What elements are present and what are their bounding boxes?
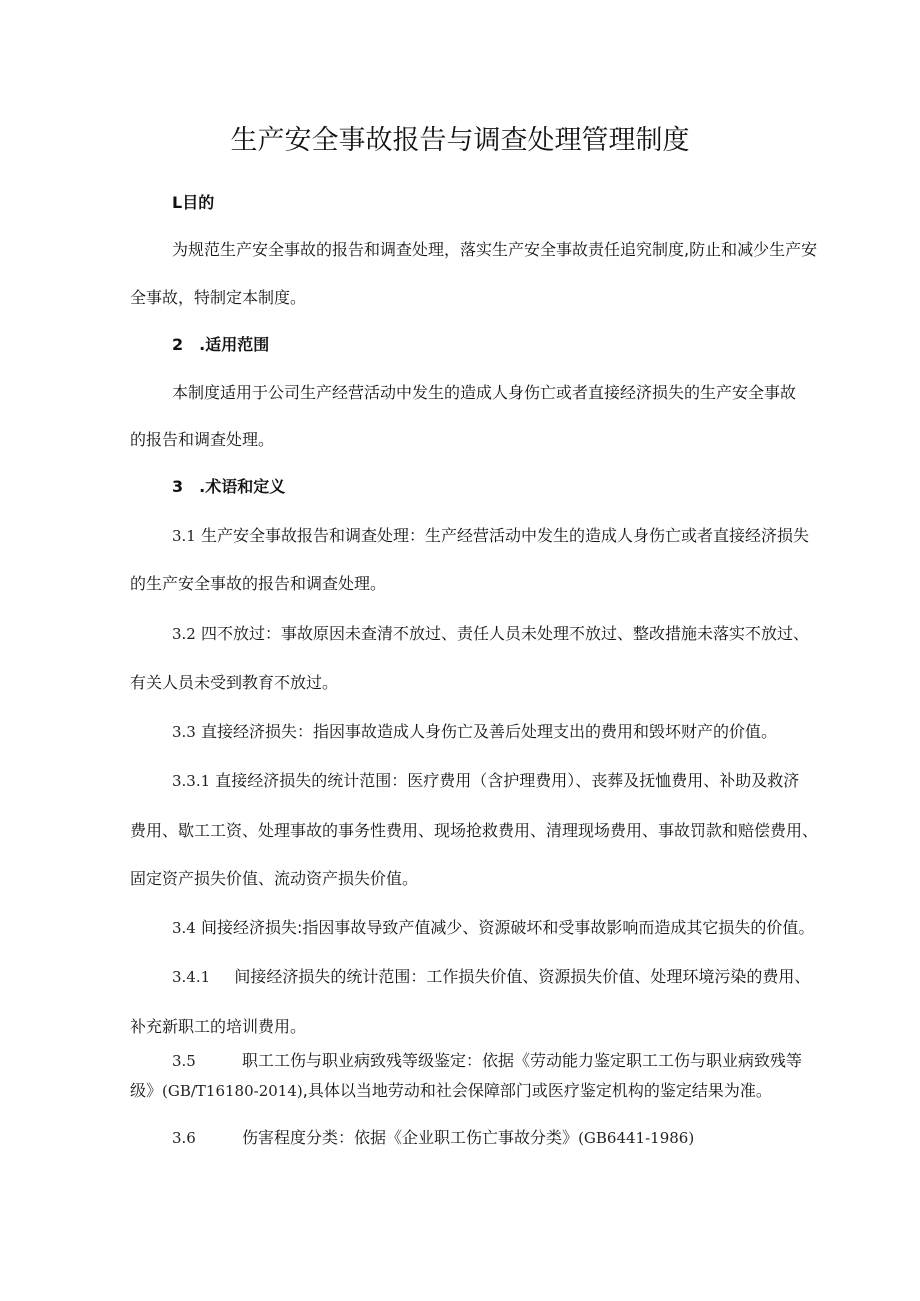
section-1-heading: L目的 — [172, 193, 215, 212]
clause-3-3-1-number: 3.3.1 — [172, 772, 211, 790]
section-1-text-line-2: 全事故，特制定本制度。 — [130, 288, 307, 307]
clause-3-3-1-text: 直接经济损失的统计范围：医疗费用（含护理费用）、丧葬及抚恤费用、补助及救济 — [215, 771, 800, 790]
document-title: 生产安全事故报告与调查处理管理制度 — [230, 125, 690, 156]
clause-3-1-line-2: 的生产安全事故的报告和调查处理。 — [130, 574, 387, 593]
clause-3-4-text: 间接经济损失:指因事故导致产值减少、资源破坏和受事故影响而造成其它损失的价值。 — [200, 918, 815, 937]
clause-3-4-1-line-1 — [172, 964, 810, 987]
section-2-text-line-2: 的报告和调查处理。 — [130, 430, 275, 449]
clause-3-1-number: 3.1 — [172, 527, 196, 545]
clause-3-2-number: 3.2 — [172, 625, 196, 643]
clause-3-2-line-1 — [172, 621, 809, 644]
clause-3-3-1-line-2: 费用、歇工工资、处理事故的事务性费用、现场抢救费用、清理现场费用、事故罚款和赔偿费用、 — [130, 821, 819, 840]
clause-3-5-line-2 — [130, 1078, 772, 1101]
clause-3-1-line-1 — [172, 523, 809, 546]
clause-3-3-text: 直接经济损失：指因事故造成人身伤亡及善后处理支出的费用和毁坏财产的价值。 — [200, 722, 777, 741]
clause-3-5-text-b: ,具体以当地劳动和社会保障部门或医疗鉴定机构的鉴定结果为准。 — [302, 1081, 772, 1100]
section-3-heading: 3 .术语和定义 — [172, 477, 286, 496]
clause-3-6-line-1 — [172, 1125, 694, 1148]
clause-3-6-standard-code: (GB6441-1986) — [578, 1129, 695, 1147]
clause-3-6-text: 伤害程度分类：依据《企业职工伤亡事故分类》 — [242, 1128, 579, 1147]
clause-3-3-number: 3.3 — [172, 723, 196, 741]
clause-3-4-line-1 — [172, 915, 814, 938]
clause-3-5-text: 职工工伤与职业病致残等级鉴定：依据《劳动能力鉴定职工工伤与职业病致残等 — [242, 1051, 803, 1070]
clause-3-1-text: 生产安全事故报告和调查处理：生产经营活动中发生的造成人身伤亡或者直接经济损失 — [200, 526, 809, 545]
clause-3-3-1-line-3: 固定资产损失价值、流动资产损失价值。 — [130, 869, 419, 888]
section-2-heading: 2 .适用范围 — [172, 335, 270, 354]
section-2-text-line-1: 本制度适用于公司生产经营活动中发生的造成人身伤亡或者直接经济损失的生产安全事故 — [172, 383, 797, 402]
clause-3-5-line-1 — [172, 1048, 802, 1071]
clause-3-4-1-text: 间接经济损失的统计范围：工作损失价值、资源损失价值、处理环境污染的费用、 — [234, 967, 811, 986]
clause-3-3-1-line-1 — [172, 768, 799, 791]
clause-3-4-1-line-2: 补充新职工的培训费用。 — [130, 1017, 307, 1036]
clause-3-5-number: 3.5 — [172, 1052, 196, 1070]
clause-3-2-text: 四不放过：事故原因未查清不放过、责任人员未处理不放过、整改措施未落实不放过、 — [200, 624, 809, 643]
clause-3-4-number: 3.4 — [172, 919, 196, 937]
clause-3-2-line-2: 有关人员未受到教育不放过。 — [130, 673, 339, 692]
clause-3-6-number: 3.6 — [172, 1129, 196, 1147]
clause-3-3-line-1 — [172, 719, 777, 742]
clause-3-5-standard-code: (GB/T16180-2014) — [162, 1082, 303, 1100]
section-1-text-line-1: 为规范生产安全事故的报告和调查处理，落实生产安全事故责任追究制度,防止和减少生产安 — [172, 240, 818, 259]
clause-3-5-text-a: 级》 — [130, 1081, 163, 1100]
clause-3-4-1-number: 3.4.1 — [172, 968, 211, 986]
